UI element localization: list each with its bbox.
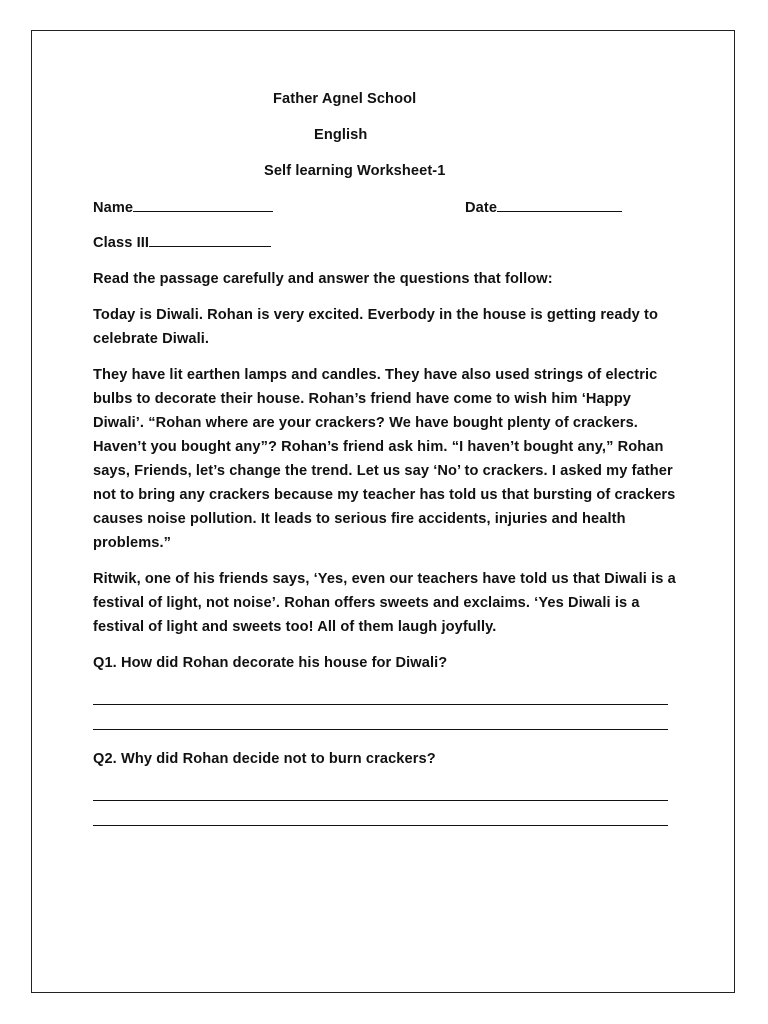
passage-paragraph-1: Today is Diwali. Rohan is very excited. Everbody in the house is getting ready to celebrate Diwali.: [93, 307, 658, 347]
date-field[interactable]: [465, 196, 622, 220]
date-blank[interactable]: [497, 196, 622, 212]
instruction-text: Read the passage carefully and answer the questions that follow:: [93, 271, 553, 287]
class-field[interactable]: [93, 231, 271, 255]
name-blank[interactable]: [133, 196, 273, 212]
passage-paragraph-3: Ritwik, one of his friends says, ‘Yes, even our teachers have told us that Diwali is a festival of light, not noise’. Rohan offers sweets and exclaims. ‘Yes Diwali is a festival of light and sweets too! All of them laugh joyfully.: [93, 571, 676, 635]
name-field[interactable]: [93, 196, 273, 220]
worksheet-page: [31, 30, 735, 993]
worksheet-title: Self learning Worksheet-1: [264, 163, 446, 179]
school-name: Father Agnel School: [273, 91, 417, 107]
class-label: Class III: [93, 235, 150, 251]
question-2: Q2. Why did Rohan decide not to burn crackers?: [93, 751, 436, 767]
answer-line-q2-a[interactable]: [93, 800, 668, 801]
name-label: Name: [93, 200, 134, 216]
answer-line-q1-b[interactable]: [93, 729, 668, 730]
class-blank[interactable]: [149, 231, 271, 247]
answer-line-q1-a[interactable]: [93, 704, 668, 705]
answer-line-q2-b[interactable]: [93, 825, 668, 826]
question-1: Q1. How did Rohan decorate his house for Diwali?: [93, 655, 448, 671]
subject-title: English: [314, 127, 368, 143]
passage-paragraph-2: They have lit earthen lamps and candles. They have also used strings of electric bulbs to decorate their house. Rohan’s friend have come to wish him ‘Happy Diwali’. “Rohan where are your crackers? We have bought plenty of crackers. Haven’t you bought any”? Rohan’s friend ask him. “I haven’t bought any,” Rohan says, Friends, let’s change the trend. Let us say ‘No’ to crackers. I asked my father not to bring any crackers because my teacher has told us that bursting of crackers causes noise pollution. It leads to serious fire accidents, injuries and health problems.”: [93, 367, 676, 551]
date-label: Date: [465, 200, 498, 216]
